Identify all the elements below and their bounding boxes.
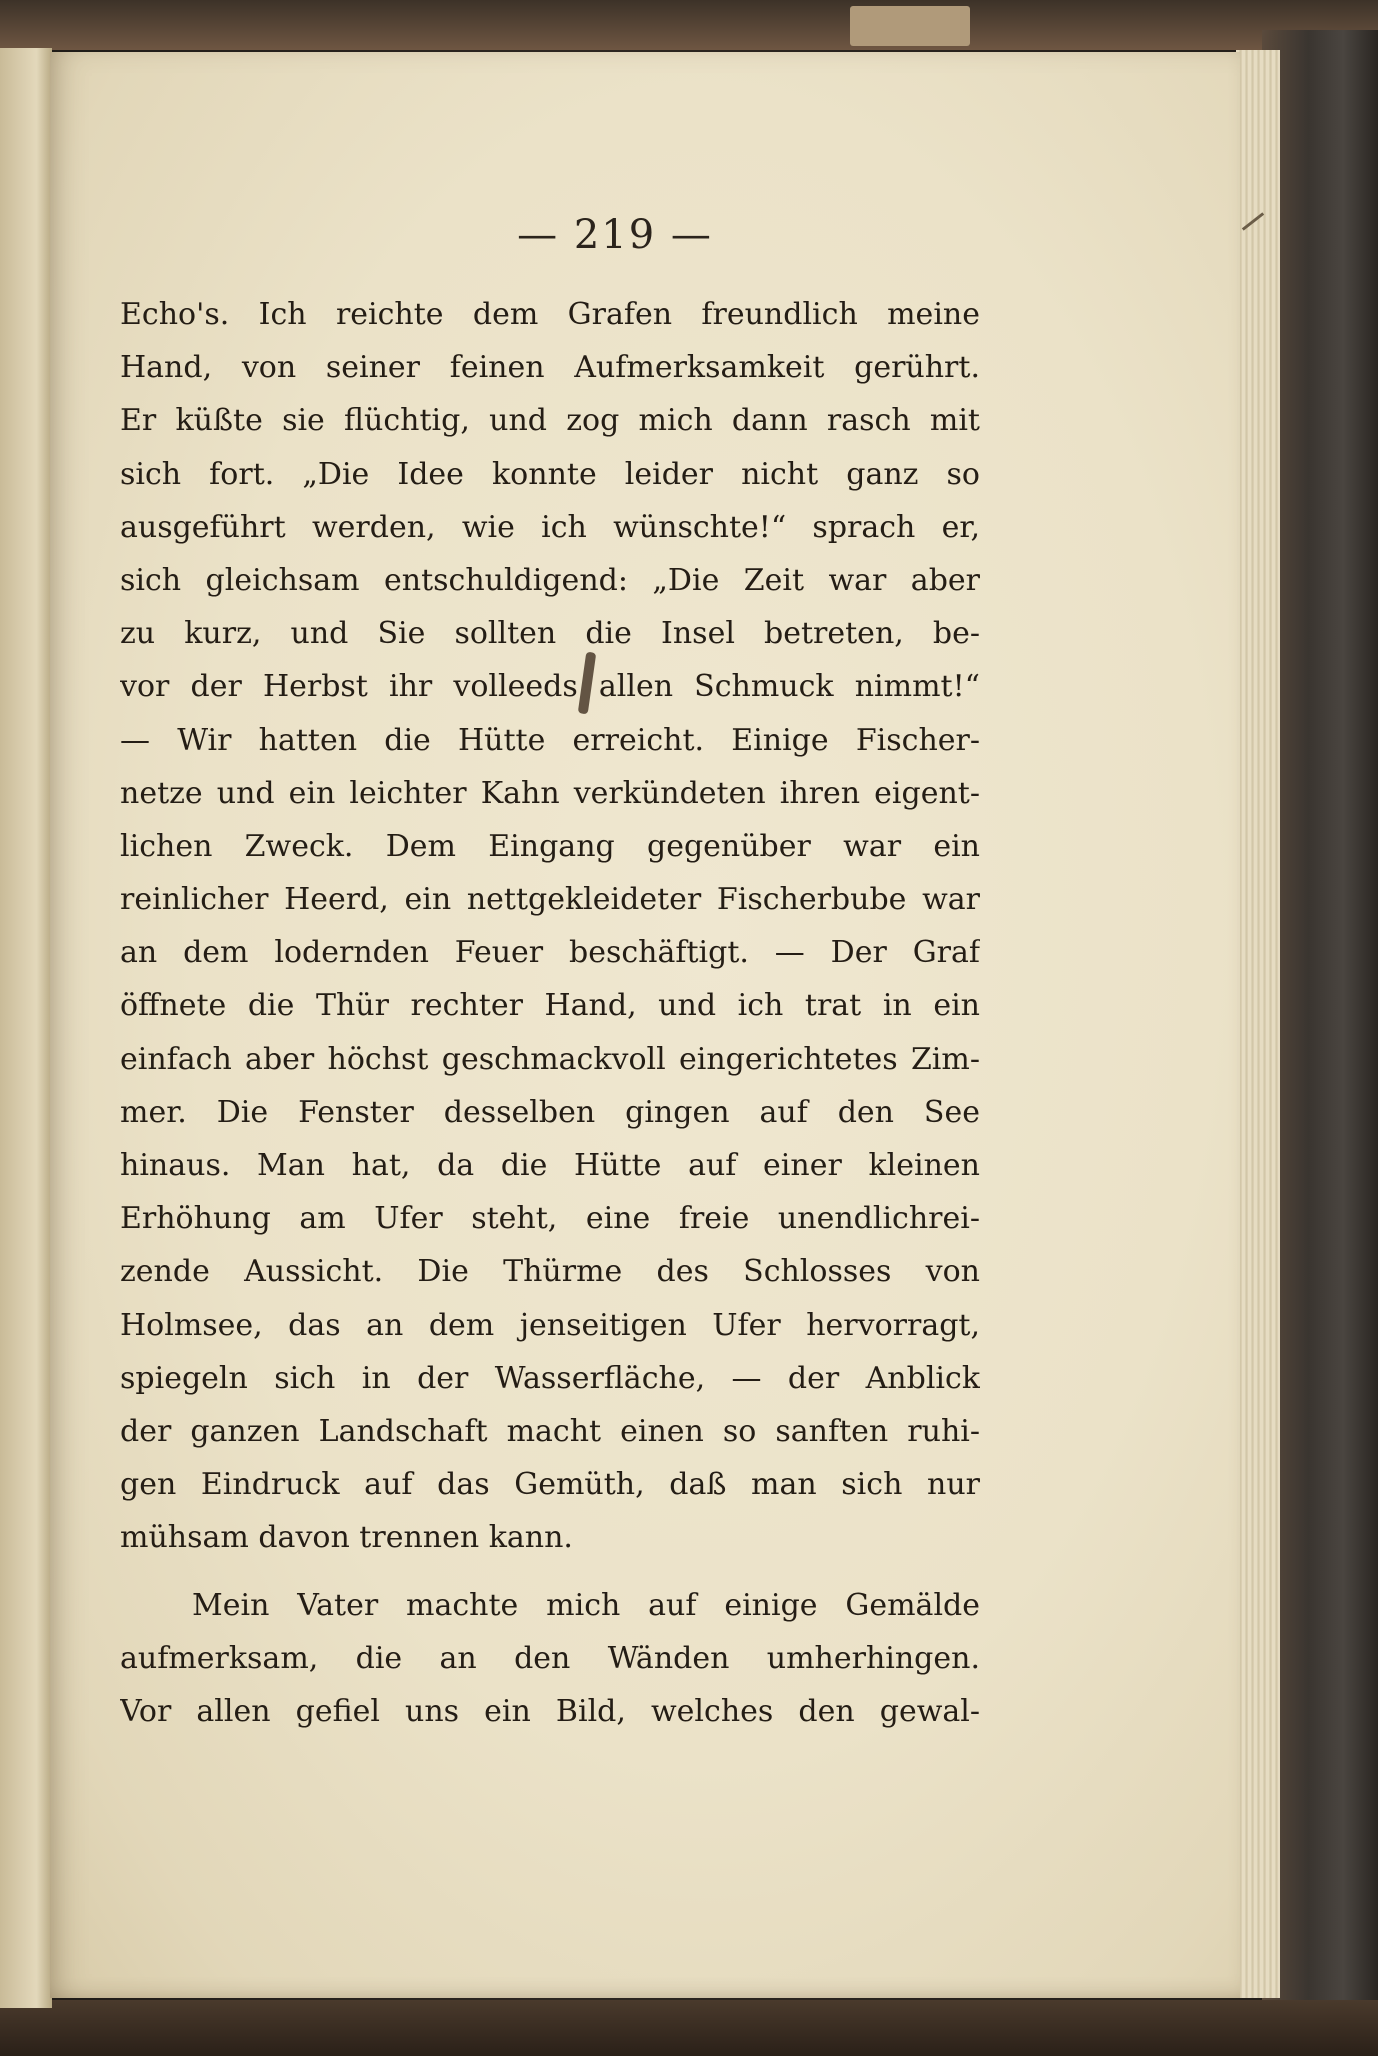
text-line: mer. Die Fenster desselben gingen auf den See <box>120 1094 980 1130</box>
text-line: gen Eindruck auf das Gemüth, daß man sich nur <box>120 1467 980 1503</box>
page-number: — 219 — <box>517 212 713 258</box>
facing-page-edge <box>0 48 52 2008</box>
page-body-text <box>120 288 980 1738</box>
bookmark-tab <box>850 6 970 46</box>
text-line: vor der Herbst ihr volleeds allen Schmuck nimmt!“ <box>120 669 980 705</box>
text-line: öffnete die Thür rechter Hand, und ich trat in ein <box>120 988 980 1024</box>
book-page <box>50 52 1240 1998</box>
text-line: sich fort. „Die Idee konnte leider nicht ganz so <box>120 456 980 492</box>
text-line: lichen Zweck. Dem Eingang gegenüber war ein <box>120 828 980 864</box>
text-line: zende Aussicht. Die Thürme des Schlosses von <box>120 1254 980 1290</box>
text-line: hinaus. Man hat, da die Hütte auf einer kleinen <box>120 1148 980 1183</box>
text-line: ausgeführt werden, wie ich wünschte!“ sprach er, <box>120 509 980 545</box>
text-line: sich gleichsam entschuldigend: „Die Zeit war aber <box>120 562 980 598</box>
paragraph-gap <box>120 1565 980 1579</box>
text-line: Mein Vater machte mich auf einige Gemälde <box>192 1587 980 1623</box>
page-stack-edge <box>1236 50 1280 1998</box>
book-cover-top-edge <box>0 0 1378 50</box>
text-line: Vor allen gefiel uns ein Bild, welches den gewal- <box>120 1693 980 1729</box>
text-line: netze und ein leichter Kahn verkündeten ihren eigent- <box>120 775 980 811</box>
text-line: mühsam davon trennen kann. <box>120 1520 573 1556</box>
text-line: Hand, von seiner feinen Aufmerksamkeit gerührt. <box>120 350 980 386</box>
text-line: einfach aber höchst geschmackvoll eingerichtetes Zim- <box>120 1041 980 1077</box>
text-line: Er küßte sie flüchtig, und zog mich dann rasch mit <box>120 403 980 439</box>
text-line: — Wir hatten die Hütte erreicht. Einige Fischer- <box>120 722 980 758</box>
text-line: Erhöhung am Ufer steht, eine freie unendlichrei- <box>120 1201 980 1237</box>
text-line: aufmerksam, die an den Wänden umherhingen. <box>120 1640 980 1676</box>
text-line: an dem lodernden Feuer beschäftigt. — Der Graf <box>120 935 980 971</box>
text-line: spiegeln sich in der Wasserfläche, — der Anblick <box>120 1360 980 1396</box>
text-line: der ganzen Landschaft macht einen so sanften ruhi- <box>120 1413 980 1449</box>
text-line: zu kurz, und Sie sollten die Insel betreten, be- <box>120 616 980 652</box>
text-line: reinlicher Heerd, ein nettgekleideter Fischerbube war <box>120 882 980 918</box>
text-line: Holmsee, das an dem jenseitigen Ufer hervorragt, <box>120 1307 980 1343</box>
book-cover-bottom-edge <box>0 2000 1378 2056</box>
text-line: Echo's. Ich reichte dem Grafen freundlich meine <box>120 297 980 332</box>
